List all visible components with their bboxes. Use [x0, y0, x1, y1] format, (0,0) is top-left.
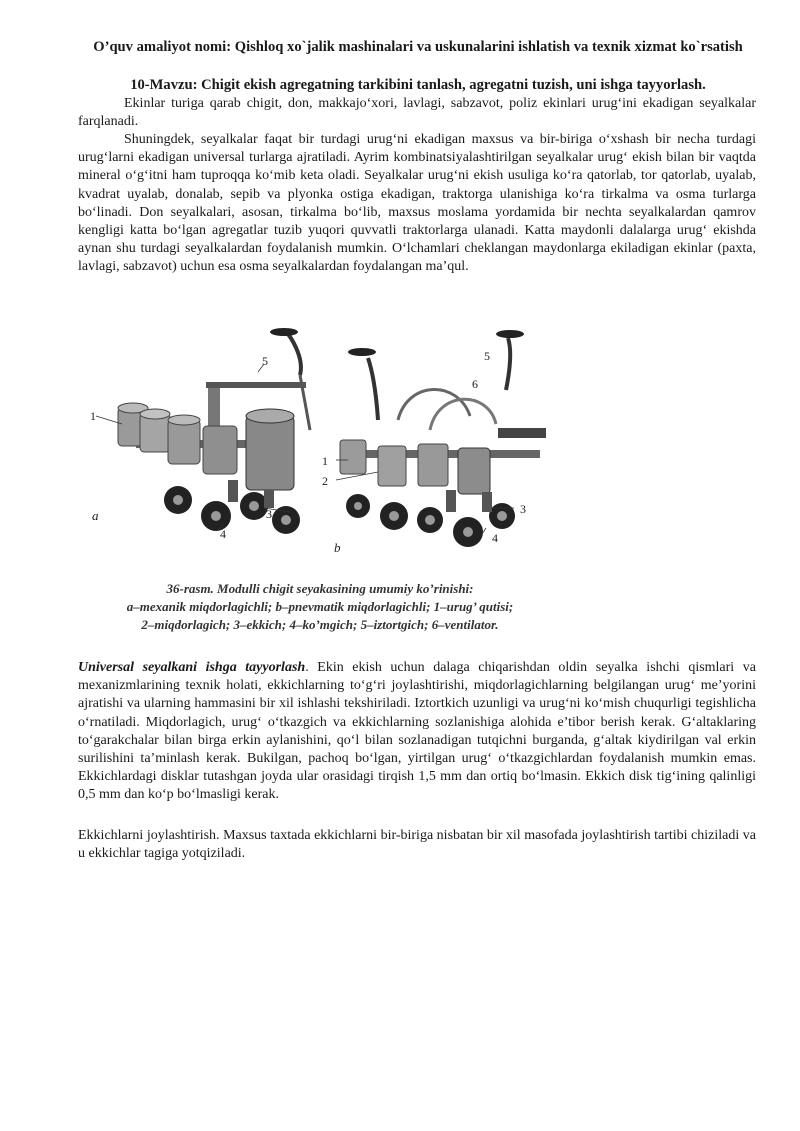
- label-a-4: 4: [220, 527, 226, 541]
- label-b-1: 1: [322, 454, 328, 468]
- paragraph-opener-placement: Ekkichlarni joylashtirish. Maxsus taxtada ekkichlarni bir-biriga nisbatan bir xil masofada joylashtirish tartibi chiziladi va u ekkichlar tagiga yotqiziladi.: [78, 828, 756, 862]
- section-text-preparation: . Ekin ekish uchun dalaga chiqarishdan oldin seyalka ishchi qismlari va mexanizmlarining texnik holati, ekkichlarning to‘g‘ri joylashtirishi, miqdorlagichlarning belgilangan urug‘ me’yorini ajratishi va ularning hammasini bir xil ishlashi tekshiriladi. Iztortkich uzunligi va urug‘ni ko‘mish chuqurligi tegishlicha o‘rnatiladi. Miqdorlagich, urug‘ o‘tkazgich va ekkichlarning sozlanishiga alohida e’tibor berish kerak. G‘altaklaring to‘garakchalar bilan birga erkin aylanishini, qo‘l bilan sozlanadigan tutqichni burganda, g‘altak kiydirilgan val erkin surilishini ta’minlash kerak. Bukilgan, pachoq bo‘lgan, yirtilgan urug‘ o‘tkazgichlardan foydalanish mumkin emas. Ekkichlardagi disklar tutashgan joyda ular orasidagi tirqish 1,5 mm dan ortiq bo‘lmasin. Ekkich disk tig‘ining qalinligi 0,5 mm dan ko‘p bo‘lmasligi kerak.: [78, 660, 756, 803]
- figure-caption-title: 36-rasm. Modulli chigit seyakasining umumiy ko’rinishi:: [166, 581, 474, 596]
- figure-caption-legend-2: 2–miqdorlagich; 3–ekkich; 4–ko’mgich; 5–iztortgich; 6–ventilator.: [141, 617, 499, 632]
- figure-caption-legend-1: a–mexanik miqdorlagichli; b–pnevmatik miqdorlagichli; 1–urug’ qutisi;: [126, 599, 514, 614]
- label-a-3: 3: [266, 507, 272, 521]
- label-a-letter: a: [92, 508, 99, 523]
- label-a-1: 1: [90, 409, 96, 423]
- label-a-5: 5: [262, 354, 268, 368]
- seeder-a-drawing: [96, 328, 310, 534]
- label-b-5: 5: [484, 349, 490, 363]
- label-b-letter: b: [334, 540, 341, 555]
- paragraph-seeder-preparation: [78, 659, 756, 805]
- seeder-b-drawing: [336, 330, 546, 547]
- label-b-3: 3: [520, 502, 526, 516]
- topic-title: 10-Mavzu: Chigit ekish agregatning tarkibini tanlash, agregatni tuzish, uni ishga tayyorlash.: [130, 77, 706, 93]
- paragraph-seeder-classification: Shuningdek, seyalkalar faqat bir turdagi urug‘ni ekadigan maxsus va bir-biriga o‘xshash bir necha turdagi urug‘larni ekadigan universal turlarga ajratiladi. Ayrim kombinatsiyalashtirilgan seyalkalar urug‘ ekish bilan bir vaqtda mineral o‘g‘itni ham tuproqqa ko‘mib keta oladi. Seyalkalar urug‘ni ekish usuliga ko‘ra qatorlab, tor qatorlab, uyalab, kvadrat uyalab, donalab, sepib va plyonka ostiga ekadigan, traktorga ulanishiga ko‘ra tirkalma va osma turlarga bo‘linadi. Don seyalkalari, asosan, tirkalma bo‘lib, maxsus moslama yordamida bir nechta seyalkalardan qamrov kengligi katta bo‘lgan agregatlar tuzib yuqori quvvatli traktorlarga ulanadi. Katta maydonli dalalarga urug‘ ekishda aynan shu turdagi seyalkalardan foydalanish mumkin. O‘lchamlari cheklangan maydonlarga ekiladigan ekinlar (paxta, lavlagi, sabzavot) uchun esa osma seyalkalardan foydalangan ma’qul.: [78, 132, 756, 275]
- paragraph-seed-types: Ekinlar turiga qarab chigit, don, makkajo‘xori, lavlagi, sabzavot, poliz ekinlari urug‘ini ekadigan seyalkalar farqlanadi.: [78, 96, 756, 130]
- practice-title: O’quv amaliyot nomi: Qishloq xo`jalik mashinalari va uskunalarini ishlatish va texnik xizmat ko`rsatish: [93, 39, 743, 55]
- label-b-6: 6: [472, 377, 478, 391]
- section-heading-preparation: Universal seyalkani ishga tayyorlash: [78, 660, 306, 675]
- seeder-illustration: [78, 320, 548, 560]
- label-b-2: 2: [322, 474, 328, 488]
- label-b-4: 4: [492, 531, 498, 545]
